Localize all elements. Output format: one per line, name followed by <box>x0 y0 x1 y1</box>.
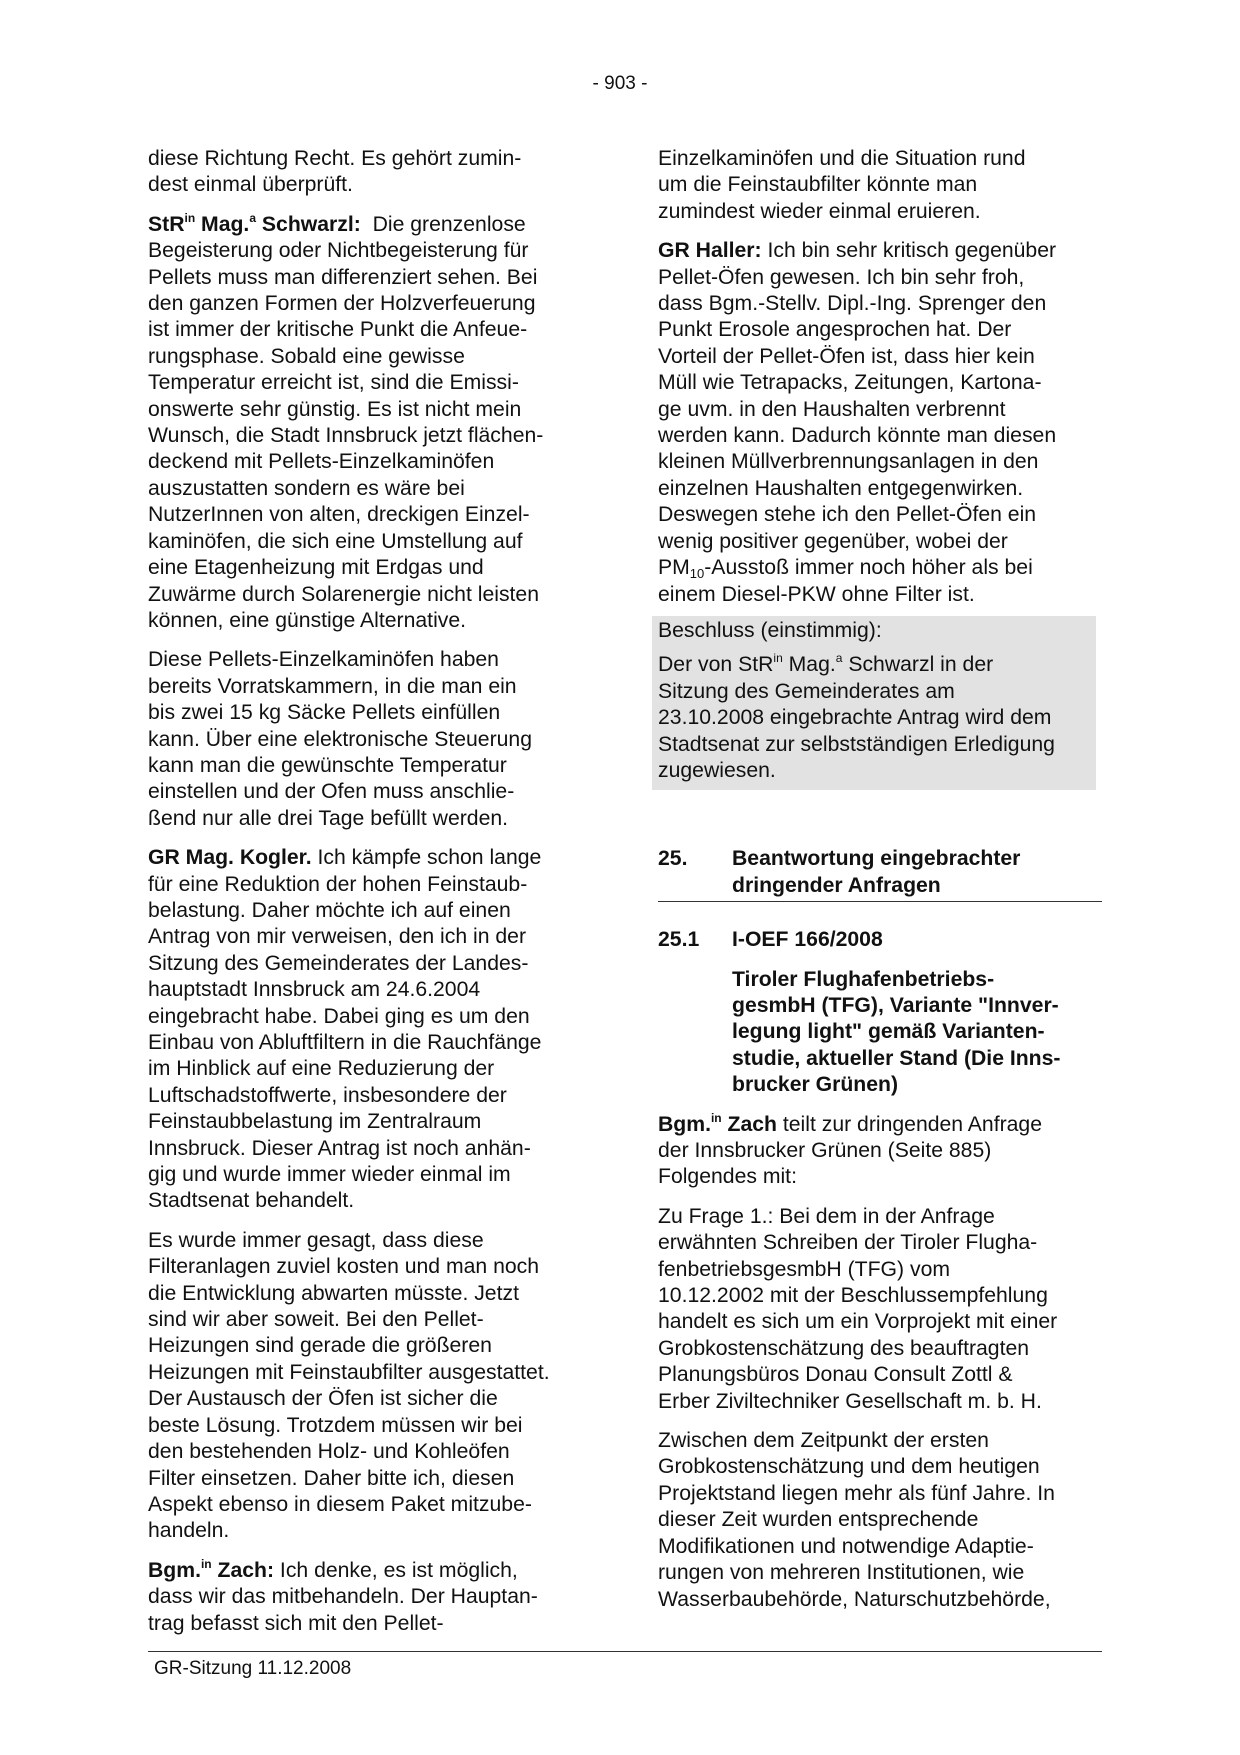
text-line: einzelnen Haushalten entgegenwirken. <box>658 476 1024 500</box>
text-line: trag befasst sich mit den Pellet- <box>148 1611 444 1635</box>
text-line: kann. Über eine elektronische Steuerung <box>148 727 532 751</box>
text-line: zugewiesen. <box>658 758 776 782</box>
text-line: Temperatur erreicht ist, sind die Emissi- <box>148 371 519 395</box>
text-line: deckend mit Pellets-Einzelkaminöfen <box>148 450 495 474</box>
paragraph <box>148 1228 590 1545</box>
text-line: Begeisterung oder Nichtbegeisterung für <box>148 239 529 263</box>
text-line: Zuwärme durch Solarenergie nicht leisten <box>148 582 539 606</box>
text-line: beste Lösung. Trotzdem müssen wir bei <box>148 1413 523 1437</box>
text-line: Grobkostenschätzung und dem heutigen <box>658 1455 1040 1479</box>
text-line: Einbau von Abluftfiltern in die Rauchfänge <box>148 1031 542 1054</box>
text-line: sind wir aber soweit. Bei den Pellet- <box>148 1308 484 1332</box>
text-line: Filter einsetzen. Daher bitte ich, diesen <box>148 1466 515 1490</box>
text-line: Pellets muss man differenziert sehen. Bei <box>148 265 538 289</box>
text-line: Müll wie Tetrapacks, Zeitungen, Kartona- <box>658 371 1042 395</box>
text-line: die Entwicklung abwarten müsste. Jetzt <box>148 1281 519 1305</box>
text-line: Wunsch, die Stadt Innsbruck jetzt flächen- <box>148 424 544 448</box>
text-line: im Hinblick auf eine Reduzierung der <box>148 1057 495 1081</box>
paragraph <box>658 1428 1102 1613</box>
text-line: dass Bgm.-Stellv. Dipl.-Ing. Sprenger den <box>658 292 1047 316</box>
text-line: auszustatten sondern es wäre bei <box>148 476 465 500</box>
right-column <box>658 146 1102 1626</box>
paragraph <box>148 146 590 199</box>
text-line: hauptstadt Innsbruck am 24.6.2004 <box>148 978 481 1002</box>
text-line: Erber Ziviltechniker Gesellschaft m. b. H. <box>658 1389 1042 1413</box>
text-line: GR Haller: Ich bin sehr kritisch gegenüber <box>658 239 1057 263</box>
subsection-code: I-OEF 166/2008 <box>732 928 883 952</box>
paragraph <box>658 1204 1102 1415</box>
text-line: wenig positiver gegenüber, wobei der <box>658 529 1008 553</box>
text-line: um die Feinstaubfilter könnte man <box>658 173 978 197</box>
text-line: den ganzen Formen der Holzverfeuerung <box>148 292 536 316</box>
section-heading <box>658 846 1102 899</box>
text-line: Grobkostenschätzung des beauftragten <box>658 1336 1030 1360</box>
decision-label: Beschluss (einstimmig): <box>658 618 882 642</box>
speaker-paragraph <box>148 212 590 635</box>
text-line: Pellet-Öfen gewesen. Ich bin sehr froh, <box>658 265 1025 289</box>
speaker-name: StR$^{in}$ Mag.$^a$ Schwarzl: <box>148 210 361 236</box>
text-line: rungen von mehreren Institutionen, wie <box>658 1561 1025 1585</box>
text-line: handelt es sich um ein Vorprojekt mit einer <box>658 1310 1058 1334</box>
text-line: Einzelkaminöfen und die Situation rund <box>658 147 1026 170</box>
paragraph <box>148 647 590 832</box>
subsection-heading <box>658 927 1102 953</box>
speaker-paragraph <box>148 845 590 1215</box>
text-line: Folgendes mit: <box>658 1165 797 1189</box>
text-line: Projektstand liegen mehr als fünf Jahre. In <box>658 1481 1055 1505</box>
text-line: werden kann. Dadurch könnte man diesen <box>658 424 1057 448</box>
text-line: Zu Frage 1.: Bei dem in der Anfrage <box>658 1204 995 1228</box>
text-line: NutzerInnen von alten, dreckigen Einzel- <box>148 503 530 527</box>
text-line: Deswegen stehe ich den Pellet-Öfen ein <box>658 503 1037 527</box>
text-line: Stadtsenat zur selbstständigen Erledigung <box>658 732 1055 756</box>
text-line: Diese Pellets-Einzelkaminöfen haben <box>148 648 499 672</box>
decision-box <box>652 616 1096 790</box>
speaker-paragraph <box>658 238 1102 608</box>
text-line: dest einmal überprüft. <box>148 173 353 197</box>
text-line: Luftschadstoffwerte, insbesondere der <box>148 1083 507 1107</box>
text-line: kleinen Müllverbrennungsanlagen in den <box>658 450 1039 474</box>
speaker-paragraph <box>658 1112 1102 1191</box>
text-line: Aspekt ebenso in diesem Paket mitzube- <box>148 1492 532 1516</box>
section-title: Beantwortung eingebrachter dringender Anfragen <box>732 847 1021 897</box>
text-line: eine Etagenheizung mit Erdgas und <box>148 556 484 580</box>
text-line: GR Mag. Kogler. Ich kämpfe schon lange <box>148 846 542 870</box>
text-line: erwähnten Schreiben der Tiroler Flugha- <box>658 1231 1038 1255</box>
text-line: fenbetriebsgesmbH (TFG) vom <box>658 1257 951 1281</box>
text-line: Der Austausch der Öfen ist sicher die <box>148 1387 498 1411</box>
text-line: dass wir das mitbehandeln. Der Hauptan- <box>148 1585 538 1609</box>
text-line: Der von StR$^{in}$ Mag.$^a$ Schwarzl in der <box>658 651 994 677</box>
decision-text <box>658 652 1090 784</box>
text-line: 23.10.2008 eingebrachte Antrag wird dem <box>658 706 1052 730</box>
text-line: Filteranlagen zuviel kosten und man noch <box>148 1255 540 1279</box>
text-line: für eine Reduktion der hohen Feinstaub- <box>148 872 528 896</box>
speaker-name: Bgm.$^{in}$ Zach <box>658 1110 777 1136</box>
text-line: Sitzung des Gemeinderates der Landes- <box>148 951 529 975</box>
text-line: dieser Zeit wurden entsprechende <box>658 1508 979 1532</box>
text-line: zumindest wieder einmal eruieren. <box>658 199 981 223</box>
text-line: können, eine günstige Alternative. <box>148 608 467 632</box>
text-line: Bgm.$^{in}$ Zach: Ich denke, es ist möglich, <box>148 1556 518 1582</box>
text-line: 10.12.2002 mit der Beschlussempfehlung <box>658 1284 1048 1308</box>
text-line: onswerte sehr günstig. Es ist nicht mein <box>148 397 522 421</box>
text-line: bereits Vorratskammern, in die man ein <box>148 674 517 698</box>
text-line: Feinstaubbelastung im Zentralraum <box>148 1110 482 1134</box>
subsection-number: 25.1 <box>658 928 700 952</box>
speaker-paragraph <box>148 1558 590 1637</box>
text-line: Modifikationen und notwendige Adaptie- <box>658 1534 1034 1558</box>
text-line: belastung. Daher möchte ich auf einen <box>148 898 511 922</box>
text-line: Wasserbaubehörde, Naturschutzbehörde, <box>658 1587 1051 1611</box>
section-number: 25. <box>658 847 688 871</box>
text-line: Heizungen mit Feinstaubfilter ausgestattet. <box>148 1360 550 1384</box>
text-line: Planungsbüros Donau Consult Zottl & <box>658 1363 1013 1387</box>
left-column <box>148 146 590 1650</box>
text-line: ßend nur alle drei Tage befüllt werden. <box>148 806 509 830</box>
text-line: Es wurde immer gesagt, dass diese <box>148 1228 484 1252</box>
footer-text: GR-Sitzung 11.12.2008 <box>154 1658 352 1679</box>
page-number: - 903 - <box>592 73 648 94</box>
text-line: ist immer der kritische Punkt die Anfeue- <box>148 318 528 342</box>
text-line: kaminöfen, die sich eine Umstellung auf <box>148 529 523 553</box>
footer-divider <box>148 1651 1102 1652</box>
speaker-name: GR Haller: <box>658 239 762 263</box>
text-line: den bestehenden Holz- und Kohleöfen <box>148 1440 510 1464</box>
paragraph <box>658 146 1102 225</box>
text-line: $PM_{10}$-Ausstoß immer noch höher als bei <box>658 556 1033 582</box>
text-line: gig und wurde immer wieder einmal im <box>148 1163 511 1187</box>
text-line: der Innsbrucker Grünen (Seite 885) <box>658 1139 992 1162</box>
text-line: rungsphase. Sobald eine gewisse <box>148 344 465 368</box>
text-line: kann man die gewünschte Temperatur <box>148 753 507 777</box>
text-line: bis zwei 15 kg Säcke Pellets einfüllen <box>148 701 501 725</box>
subsection-title: Tiroler Flughafenbetriebs- gesmbH (TFG), Variante "Innver- legung light" gemäß Varianten- studie, aktueller Stand (Die Inns- brucker Grünen) <box>732 967 1061 1097</box>
text-line: einstellen und der Ofen muss anschlie- <box>148 780 515 804</box>
text-line: Antrag von mir verweisen, den ich in der <box>148 925 527 949</box>
text-line: einem Diesel-PKW ohne Filter ist. <box>658 582 975 606</box>
text-line: eingebracht habe. Dabei ging es um den <box>148 1004 530 1028</box>
text-line: Innsbruck. Dieser Antrag ist noch anhän- <box>148 1136 531 1160</box>
text-line: Punkt Erosole angesprochen hat. Der <box>658 318 1012 342</box>
text-line: Heizungen sind gerade die größeren <box>148 1334 492 1358</box>
text-line: ge uvm. in den Haushalten verbrennt <box>658 397 1006 421</box>
text-line: Bgm.$^{in}$ Zach teilt zur dringenden Anfrage <box>658 1110 1043 1136</box>
text-line: Zwischen dem Zeitpunkt der ersten <box>658 1429 989 1453</box>
text-line: Vorteil der Pellet-Öfen ist, dass hier kein <box>658 344 1035 368</box>
text-line: handeln. <box>148 1519 230 1543</box>
text-line: Sitzung des Gemeinderates am <box>658 679 955 703</box>
speaker-name: Bgm.$^{in}$ Zach: <box>148 1556 275 1582</box>
text-line: Stadtsenat behandelt. <box>148 1189 355 1213</box>
text-line: diese Richtung Recht. Es gehört zumin- <box>148 147 522 170</box>
text-line: StR$^{in}$ Mag.$^a$ Schwarzl: Die grenzenlose <box>148 210 526 236</box>
speaker-name: GR Mag. Kogler. <box>148 846 312 870</box>
